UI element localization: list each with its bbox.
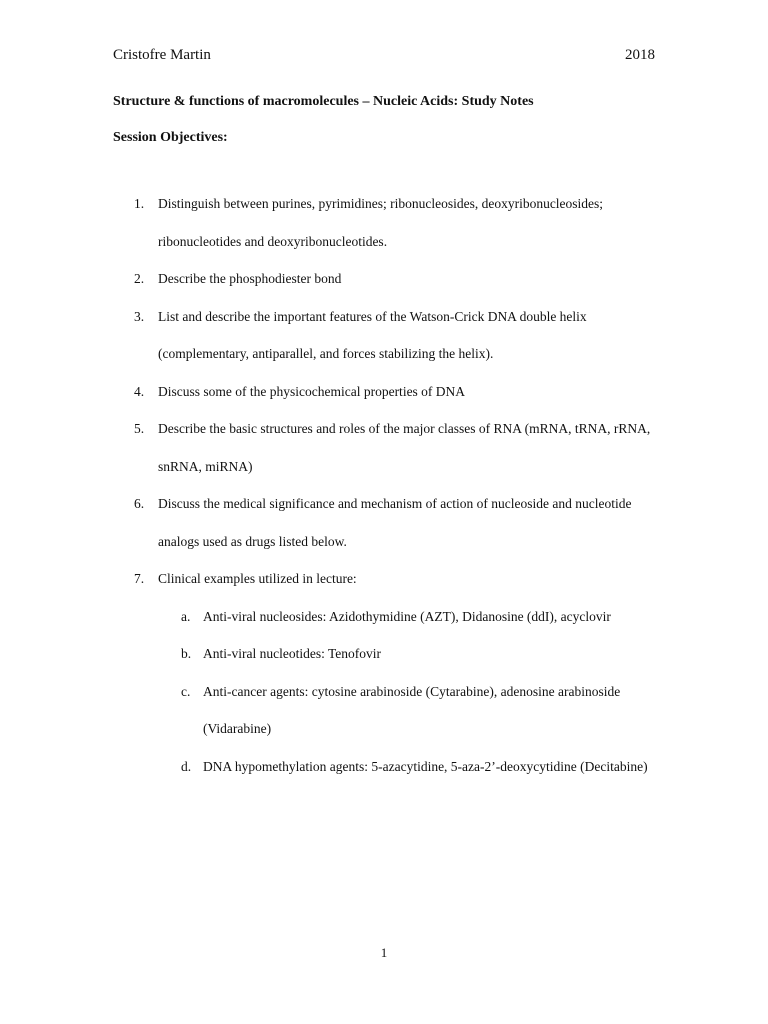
example-text: Anti-viral nucleosides: Azidothymidine (AZT), Didanosine (ddI), acyclovir (203, 608, 611, 624)
objective-text: List and describe the important features of the Watson-Crick DNA double helix (complementary, antiparallel, and forces stabilizing the helix). (158, 308, 587, 361)
objective-item (113, 185, 673, 260)
objective-text: Describe the basic structures and roles of the major classes of RNA (mRNA, tRNA, rRNA, snRNA, miRNA) (158, 421, 651, 474)
objective-text: Discuss the medical significance and mechanism of action of nucleoside and nucleotide analogs used as drugs listed below. (158, 496, 632, 549)
objective-number: 7. (134, 571, 145, 586)
example-letter: a. (181, 608, 191, 624)
clinical-example-item (158, 673, 673, 748)
objective-item (113, 298, 673, 373)
objective-text: Discuss some of the physicochemical properties of DNA (158, 383, 466, 399)
example-text: Anti-cancer agents: cytosine arabinoside (Cytarabine), adenosine arabinoside (Vidarabine) (203, 683, 621, 736)
clinical-examples-list (158, 598, 673, 786)
example-text: Anti-viral nucleotides: Tenofovir (203, 646, 382, 661)
objective-text: Describe the phosphodiester bond (158, 271, 342, 286)
example-letter: c. (181, 683, 191, 699)
clinical-example-item (158, 748, 673, 786)
clinical-example-item (158, 598, 673, 636)
clinical-example-item (158, 635, 673, 673)
objective-number: 5. (134, 421, 145, 436)
example-text: DNA hypomethylation agents: 5-azacytidine, 5-aza-2’-deoxycytidine (Decitabine) (203, 758, 648, 774)
objectives-list (113, 185, 673, 785)
objective-number: 6. (134, 496, 145, 511)
header-author: Cristofre Martin (113, 47, 211, 63)
objective-number: 3. (134, 308, 145, 324)
objective-item (113, 260, 673, 298)
objective-item (113, 560, 673, 785)
objective-number: 2. (134, 271, 145, 286)
objective-item (113, 410, 673, 485)
objective-text: Distinguish between purines, pyrimidines; ribonucleosides, deoxyribonucleosides; ribonucleotides and deoxyribonucleotides. (158, 196, 604, 249)
section-heading: Session Objectives: (113, 130, 228, 145)
objective-number: 4. (134, 383, 145, 399)
document-title: Structure & functions of macromolecules – Nucleic Acids: Study Notes (113, 94, 534, 109)
example-letter: b. (181, 646, 192, 661)
objective-number: 1. (134, 196, 145, 211)
objective-item (113, 373, 673, 411)
objective-text: Clinical examples utilized in lecture: (158, 571, 357, 586)
header-year: 2018 (625, 47, 655, 63)
example-letter: d. (181, 758, 192, 774)
page-number: 1 (380, 945, 388, 960)
objective-item (113, 485, 673, 560)
